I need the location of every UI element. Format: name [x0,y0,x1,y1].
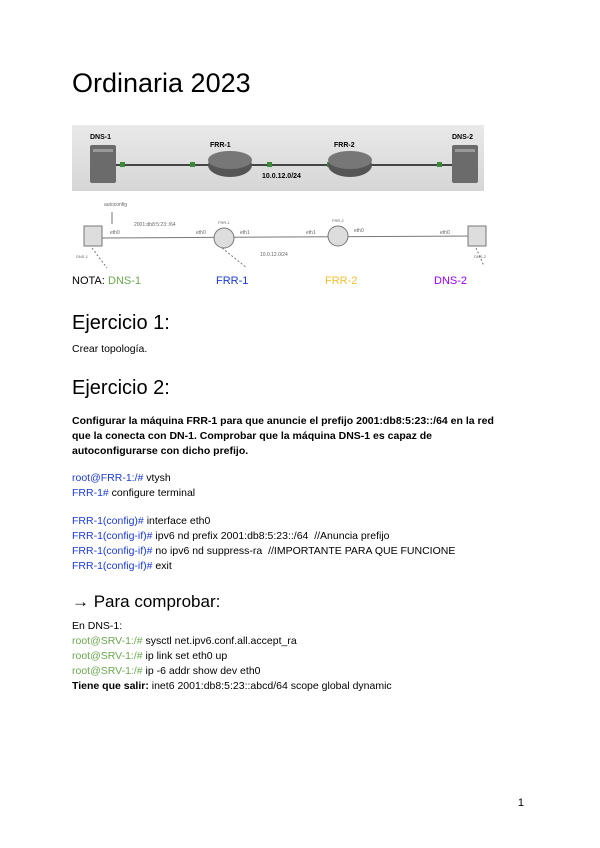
nota-frr1: FRR-1 [216,275,249,287]
command-prompt: root@SRV-1:/# [72,665,143,677]
result-value: inet6 2001:db8:5:23::abcd/64 scope global dynamic [148,680,392,692]
sketch-label: FRR-1 [218,220,230,225]
command-text: ipv6 nd prefix 2001:db8:5:23::/64 //Anuncia prefijo [152,530,390,542]
ejercicio-2-statement: autoconfigurarse con dicho prefijo. [72,445,249,457]
photo-label-frr1: FRR-1 [210,142,231,149]
sketch-dash [222,248,247,268]
photo-label-frr2: FRR-2 [334,142,355,149]
sketch-router-icon [328,226,348,246]
command-text: interface eth0 [143,515,211,527]
sketch-router-icon [214,228,234,248]
router-top [208,151,252,169]
command-text: sysctl net.ipv6.conf.all.accept_ra [142,635,297,647]
router-top [328,151,372,169]
command-text: vtysh [143,472,171,484]
network-photo-svg [72,125,484,191]
command-text: configure terminal [108,487,196,499]
page-title: Ordinaria 2023 [72,68,251,98]
check-intro: En DNS-1: [72,620,123,632]
nota-dns2: DNS-2 [434,275,468,287]
port-led [190,162,195,167]
command-text: ip -6 addr show dev eth0 [142,665,261,677]
command-prompt: FRR-1(config-if)# [72,545,153,557]
network-sketch-svg [72,196,504,274]
port-led [120,162,125,167]
ejercicio-2-statement: Configurar la máquina FRR-1 para que anuncie el prefijo 2001:db8:5:23::/64 en la red [72,415,494,427]
command-line [72,471,171,486]
sketch-label: eth1 [306,230,316,236]
sketch-label: FRR-2 [332,218,344,223]
command-line [72,544,455,559]
photo-label-dns1: DNS-1 [90,134,112,141]
command-text: exit [152,560,172,572]
command-line [72,486,195,501]
result-label: Tiene que salir: [72,680,149,692]
sketch-label: 10.0.12.0/24 [260,252,288,258]
nota-frr2: FRR-2 [325,275,358,287]
command-prompt: FRR-1(config)# [72,515,144,527]
command-prompt: FRR-1(config-if)# [72,530,153,542]
ejercicio-1-heading: Ejercicio 1: [72,312,170,334]
ejercicio-2-statement: que la conecta con DN-1. Comprobar que la máquina DNS-1 es capaz de [72,430,433,442]
command-prompt: root@FRR-1:/# [72,472,144,484]
command-text: ip link set eth0 up [142,650,228,662]
command-prompt: root@SRV-1:/# [72,635,143,647]
nota-dns1: DNS-1 [108,275,142,287]
sketch-server-icon [468,226,486,246]
page-number: 1 [517,797,524,809]
sketch-label: 2001:db8:5:23::/64 [134,222,176,228]
sketch-label: eth0 [110,230,120,236]
network-sketch-diagram [72,196,504,274]
sketch-label: eth0 [354,228,364,234]
sketch-label: eth1 [240,230,250,236]
command-line [72,649,227,664]
photo-link-label: 10.0.12.0/24 [262,173,301,180]
command-line [72,514,210,529]
command-prompt: root@SRV-1:/# [72,650,143,662]
command-line [72,634,297,649]
ejercicio-1-text: Crear topología. [72,343,148,355]
command-prompt: FRR-1# [72,487,109,499]
command-line [72,529,390,544]
sketch-dash [92,248,107,268]
sketch-label: DNS-1 [76,254,89,259]
command-text: no ipv6 nd suppress-ra //IMPORTANTE PARA QUE FUNCIONE [152,545,456,557]
command-prompt: FRR-1(config-if)# [72,560,153,572]
port-led [267,162,272,167]
network-photo-diagram [72,125,484,191]
port-led [437,162,442,167]
sketch-server-icon [84,226,102,246]
sketch-label: DNS-2 [474,254,487,259]
result-line [72,679,392,694]
nota-label: NOTA: [72,275,105,287]
ejercicio-2-heading: Ejercicio 2: [72,377,170,399]
sketch-link-line [100,236,476,238]
sketch-label: eth0 [440,230,450,236]
server-slot [93,149,113,152]
photo-label-dns2: DNS-2 [452,134,474,141]
check-heading: → Para comprobar: [72,592,221,611]
command-line [72,559,172,574]
command-line [72,664,261,679]
sketch-label: autoconfig [104,202,128,208]
sketch-label: eth0 [196,230,206,236]
server-slot [455,149,475,152]
